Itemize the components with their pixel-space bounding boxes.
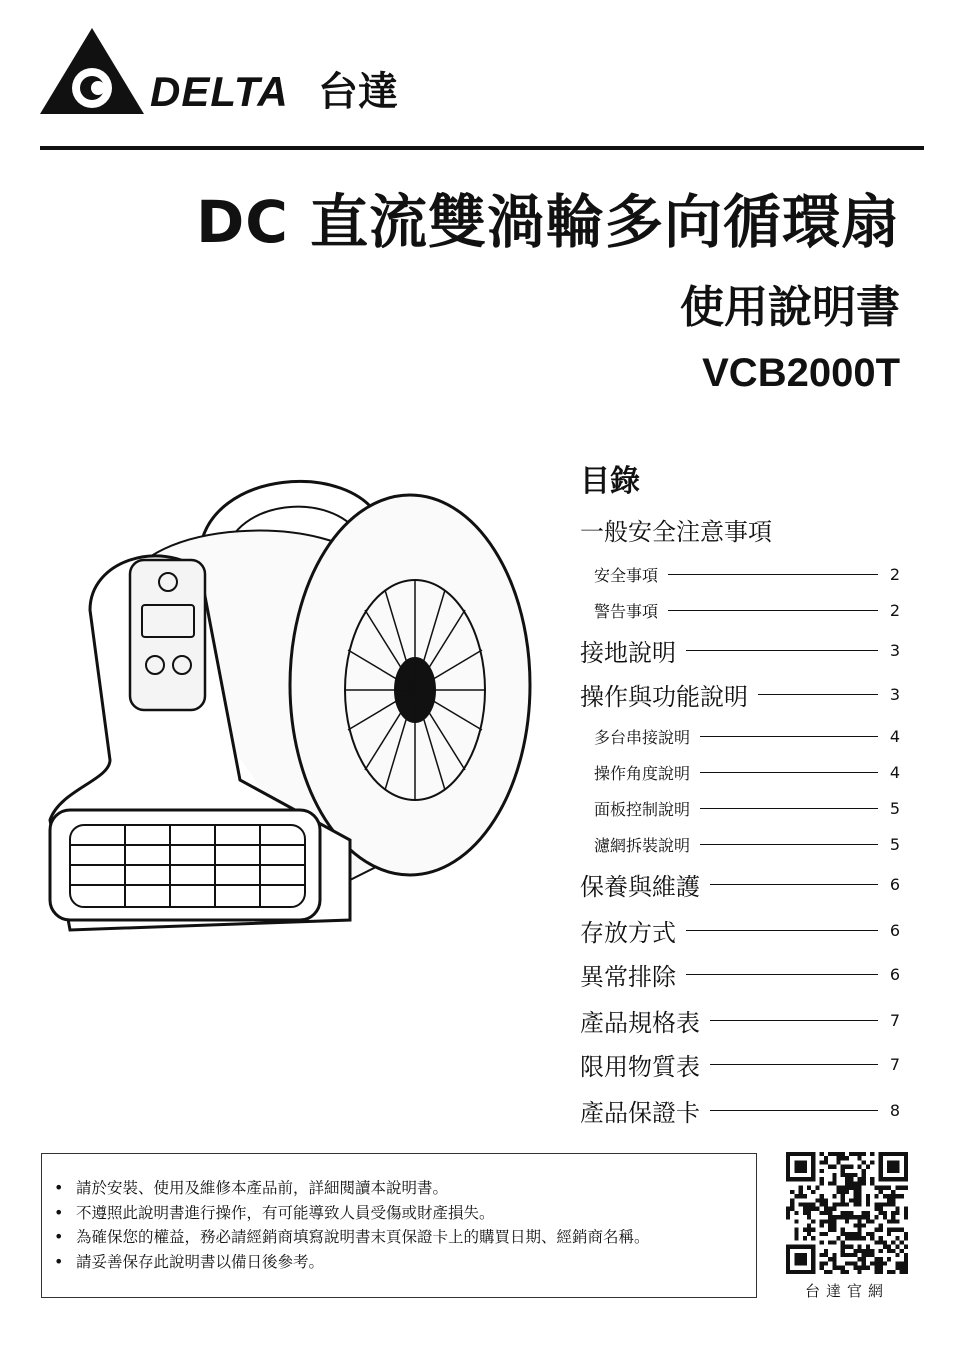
toc-item-page: 7 bbox=[889, 1054, 900, 1074]
toc-item[interactable] bbox=[594, 558, 900, 590]
toc-item[interactable] bbox=[580, 868, 900, 900]
toc-leader-line bbox=[668, 610, 878, 611]
toc-item[interactable] bbox=[594, 756, 900, 788]
toc-item-label: 保養與維護 bbox=[580, 872, 700, 901]
toc-item-page: 5 bbox=[889, 834, 900, 854]
header-divider bbox=[40, 146, 924, 150]
table-of-contents bbox=[580, 558, 900, 1128]
notice-item: • 為確保您的權益，務必請經銷商填寫說明書末頁保證卡上的購買日期、經銷商名稱。 bbox=[76, 1225, 756, 1250]
toc-item-page: 2 bbox=[889, 564, 900, 584]
notice-box bbox=[41, 1153, 757, 1298]
qr-code-label: 台達官網 bbox=[804, 1282, 889, 1300]
toc-leader-line bbox=[700, 736, 878, 737]
toc-item-page: 2 bbox=[889, 600, 900, 620]
toc-leader-line bbox=[686, 650, 878, 651]
toc-item[interactable] bbox=[594, 720, 900, 752]
toc-item-label: 濾網拆裝說明 bbox=[594, 835, 691, 855]
toc-item-label: 操作角度說明 bbox=[594, 763, 691, 783]
toc-item-page: 4 bbox=[889, 726, 900, 746]
toc-item-page: 4 bbox=[889, 762, 900, 782]
toc-leader-line bbox=[668, 574, 878, 575]
toc-leader-line bbox=[710, 884, 878, 885]
brand-name-en: DELTA bbox=[150, 68, 289, 115]
toc-item-page: 6 bbox=[889, 874, 900, 894]
toc-item-page: 3 bbox=[889, 640, 900, 660]
toc-item-label: 操作與功能說明 bbox=[580, 682, 748, 711]
model-number: VCB2000T bbox=[702, 351, 900, 395]
toc-item-label: 存放方式 bbox=[580, 918, 676, 947]
toc-leader-line bbox=[710, 1020, 878, 1021]
toc-item[interactable] bbox=[594, 828, 900, 860]
toc-item[interactable] bbox=[580, 1004, 900, 1036]
toc-item[interactable] bbox=[580, 1094, 900, 1126]
notice-item: • 不遵照此說明書進行操作，有可能導致人員受傷或財產損失。 bbox=[76, 1201, 756, 1226]
notice-item: • 請於安裝、使用及維修本產品前，詳細閱讀本說明書。 bbox=[76, 1176, 756, 1201]
toc-item-label: 產品規格表 bbox=[580, 1008, 700, 1037]
toc-leader-line bbox=[710, 1064, 878, 1065]
toc-item[interactable] bbox=[594, 594, 900, 626]
toc-item-label: 異常排除 bbox=[580, 962, 676, 991]
toc-group-heading: 一般安全注意事項 bbox=[580, 518, 772, 546]
qr-code-icon[interactable] bbox=[786, 1152, 908, 1274]
toc-item-page: 5 bbox=[889, 798, 900, 818]
toc-leader-line bbox=[686, 974, 878, 975]
toc-item-label: 限用物質表 bbox=[580, 1052, 700, 1081]
toc-leader-line bbox=[686, 930, 878, 931]
fan-illustration bbox=[30, 460, 560, 960]
toc-item[interactable] bbox=[594, 792, 900, 824]
notice-item: • 請妥善保存此說明書以備日後參考。 bbox=[76, 1250, 756, 1275]
product-title: DC 直流雙渦輪多向循環扇 bbox=[196, 188, 900, 256]
toc-item-page: 6 bbox=[889, 920, 900, 940]
toc-item-page: 8 bbox=[889, 1100, 900, 1120]
toc-item[interactable] bbox=[580, 634, 900, 666]
toc-item-label: 面板控制說明 bbox=[594, 799, 691, 819]
toc-leader-line bbox=[700, 844, 878, 845]
toc-item-page: 3 bbox=[889, 684, 900, 704]
toc-item-label: 安全事項 bbox=[594, 565, 659, 585]
brand-name-zh: 台達 bbox=[318, 69, 398, 115]
toc-item-page: 7 bbox=[889, 1010, 900, 1030]
toc-leader-line bbox=[700, 808, 878, 809]
toc-leader-line bbox=[710, 1110, 878, 1111]
toc-item[interactable] bbox=[580, 958, 900, 990]
toc-item-page: 6 bbox=[889, 964, 900, 984]
toc-leader-line bbox=[758, 694, 878, 695]
toc-heading: 目錄 bbox=[580, 464, 640, 499]
toc-item[interactable] bbox=[580, 678, 900, 710]
toc-item-label: 多台串接說明 bbox=[594, 727, 691, 747]
toc-item-label: 產品保證卡 bbox=[580, 1098, 700, 1127]
toc-item[interactable] bbox=[580, 914, 900, 946]
manual-subtitle: 使用說明書 bbox=[680, 282, 900, 333]
toc-item-label: 警告事項 bbox=[594, 601, 659, 621]
toc-leader-line bbox=[700, 772, 878, 773]
toc-item[interactable] bbox=[580, 1048, 900, 1080]
toc-item-label: 接地說明 bbox=[580, 638, 676, 667]
